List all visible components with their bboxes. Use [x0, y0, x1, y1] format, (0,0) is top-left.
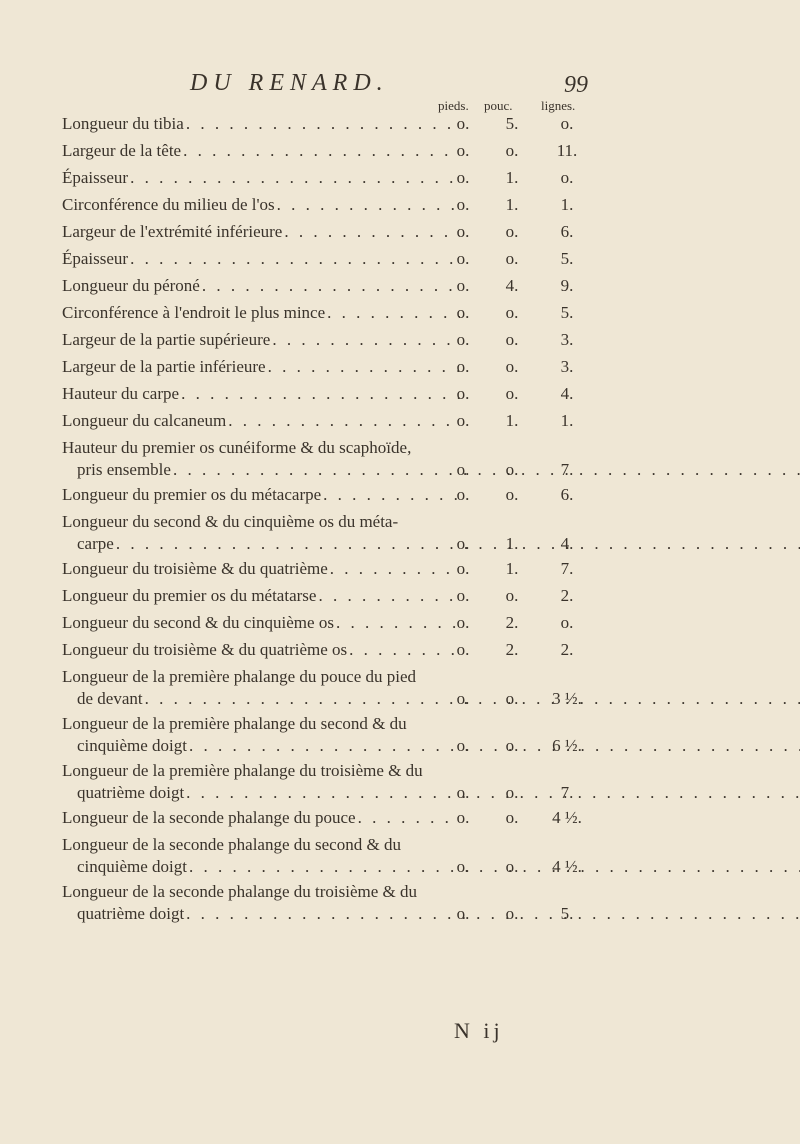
value-lignes: o.: [560, 613, 574, 632]
row-label: [62, 113, 460, 135]
value-lignes: 7.: [560, 559, 574, 578]
value-lignes: 6.: [560, 485, 574, 504]
row-label-last-line: [62, 194, 460, 216]
value-pieds: o.: [456, 586, 470, 605]
value-pieds: o.: [456, 330, 470, 349]
value-pieds: o.: [456, 357, 470, 376]
row-label-last-line: [62, 410, 460, 432]
page-number: 99: [564, 72, 588, 98]
row-label-text: Circonférence du milieu de l'os: [62, 195, 275, 214]
value-pieds: o.: [456, 384, 470, 403]
value-pouces: o.: [505, 303, 519, 322]
row-label: [62, 329, 460, 351]
dot-leader: [183, 140, 460, 162]
row-label: [62, 410, 460, 432]
row-label: [62, 437, 460, 481]
value-pieds: o.: [456, 640, 470, 659]
value-lignes: 3.: [560, 357, 574, 376]
value-pieds: o.: [456, 195, 470, 214]
value-pouces: o.: [505, 249, 519, 268]
row-label-last-line: [62, 140, 460, 162]
value-pouces: o.: [505, 460, 519, 479]
value-pouces: 2.: [505, 640, 519, 659]
dot-leader: [181, 383, 460, 405]
row-label-first-line: Longueur de la première phalange du pouce du pied: [62, 667, 417, 686]
value-pieds: o.: [456, 736, 470, 755]
dot-leader: [189, 736, 800, 755]
column-header-lignes: lignes.: [541, 98, 576, 113]
value-pouces: 2.: [505, 613, 519, 632]
dot-leader: [349, 639, 460, 661]
dot-leader: [130, 167, 460, 189]
dot-leader: [189, 857, 800, 876]
row-label-text: Largeur de la partie inférieure: [62, 357, 266, 376]
row-label-first-line: Longueur de la première phalange du second & du: [62, 714, 407, 733]
row-label-text: Longueur du péroné: [62, 276, 200, 295]
dot-leader: [327, 302, 460, 324]
dot-leader: [268, 356, 460, 378]
value-pieds: o.: [456, 249, 470, 268]
row-label-text: Largeur de la partie supérieure: [62, 330, 271, 349]
value-lignes: 4.: [560, 384, 574, 403]
dot-leader: [173, 460, 800, 479]
value-pieds: o.: [456, 783, 470, 802]
value-pouces: o.: [505, 857, 519, 876]
row-label-last-line: [62, 302, 460, 324]
dot-leader: [130, 248, 460, 270]
row-label: [62, 760, 460, 804]
row-label: [62, 585, 460, 607]
column-header-pieds: pieds.: [438, 98, 469, 113]
value-lignes: 7.: [560, 460, 574, 479]
row-label-text: Longueur du tibia: [62, 114, 184, 133]
row-label: [62, 248, 460, 270]
value-pieds: o.: [456, 411, 470, 430]
dot-leader: [358, 807, 460, 829]
dot-leader: [186, 113, 460, 135]
row-label-text: Longueur de la seconde phalange du pouce: [62, 808, 356, 827]
value-lignes: o.: [560, 168, 574, 187]
value-pieds: o.: [456, 808, 470, 827]
dot-leader: [186, 783, 800, 802]
value-lignes: 4 ½.: [552, 857, 582, 876]
column-header-pouces: pouc.: [484, 98, 513, 113]
running-title: DU RENARD.: [190, 70, 389, 96]
value-pouces: 1.: [505, 411, 519, 430]
dot-leader: [318, 585, 460, 607]
value-pieds: o.: [456, 559, 470, 578]
row-label-text: Largeur de la tête: [62, 141, 182, 160]
row-label-last-line: [62, 484, 460, 506]
row-label-text: Longueur du premier os du métatarse: [62, 586, 317, 605]
value-lignes: 5.: [560, 303, 574, 322]
row-label: [62, 881, 460, 925]
dot-leader: [284, 221, 460, 243]
value-pieds: o.: [456, 613, 470, 632]
value-pieds: o.: [456, 689, 470, 708]
value-lignes: 4.: [560, 534, 574, 553]
row-label-first-line: Hauteur du premier os cunéiforme & du scaphoïde,: [62, 438, 412, 457]
value-lignes: 5.: [560, 249, 574, 268]
value-pouces: o.: [505, 586, 519, 605]
row-label-text: quatrième doigt: [77, 904, 185, 923]
value-pieds: o.: [456, 534, 470, 553]
row-label: [62, 807, 460, 829]
row-label-last-line: [62, 856, 460, 878]
value-lignes: 6 ½.: [552, 736, 582, 755]
row-label-last-line: [62, 807, 460, 829]
row-label-last-line: [62, 735, 460, 757]
row-label-last-line: [62, 275, 460, 297]
row-label-first-line: Longueur de la première phalange du troisième & du: [62, 761, 423, 780]
dot-leader: [277, 194, 460, 216]
dot-leader: [330, 558, 460, 580]
value-lignes: 2.: [560, 640, 574, 659]
row-label: [62, 834, 460, 878]
row-label-first-line: Longueur de la seconde phalange du second & du: [62, 835, 401, 854]
row-label: [62, 713, 460, 757]
row-label-text: cinquième doigt: [77, 857, 188, 876]
row-label-text: cinquième doigt: [77, 736, 188, 755]
value-pieds: o.: [456, 460, 470, 479]
value-pouces: o.: [505, 689, 519, 708]
row-label: [62, 194, 460, 216]
value-lignes: 7.: [560, 783, 574, 802]
value-pieds: o.: [456, 904, 470, 923]
value-pouces: o.: [505, 485, 519, 504]
value-lignes: 2.: [560, 586, 574, 605]
dot-leader: [323, 484, 460, 506]
row-label-text: quatrième doigt: [77, 783, 185, 802]
row-label-first-line: Longueur du second & du cinquième os du méta-: [62, 512, 399, 531]
value-pouces: 1.: [505, 168, 519, 187]
dot-leader: [228, 410, 460, 432]
value-pouces: o.: [505, 330, 519, 349]
signature-mark: N ij: [454, 1018, 504, 1043]
row-label-text: Circonférence à l'endroit le plus mince: [62, 303, 326, 322]
value-pouces: 1.: [505, 195, 519, 214]
value-lignes: 11.: [556, 141, 578, 160]
value-pouces: 1.: [505, 559, 519, 578]
row-label-last-line: [62, 533, 460, 555]
value-pouces: o.: [505, 141, 519, 160]
value-pieds: o.: [456, 114, 470, 133]
row-label-last-line: [62, 248, 460, 270]
row-label-last-line: [62, 167, 460, 189]
value-pieds: o.: [456, 168, 470, 187]
row-label-last-line: [62, 383, 460, 405]
row-label-text: Épaisseur: [62, 168, 129, 187]
value-lignes: 6.: [560, 222, 574, 241]
row-label-last-line: [62, 329, 460, 351]
value-lignes: 3 ½.: [552, 689, 582, 708]
value-pouces: o.: [505, 384, 519, 403]
value-lignes: o.: [560, 114, 574, 133]
page-header: [190, 70, 610, 100]
row-label-text: Hauteur du carpe: [62, 384, 180, 403]
row-label: [62, 140, 460, 162]
row-label-text: Largeur de l'extrémité inférieure: [62, 222, 283, 241]
value-pieds: o.: [456, 485, 470, 504]
row-label-last-line: [62, 558, 460, 580]
value-pouces: o.: [505, 783, 519, 802]
dot-leader: [186, 904, 800, 923]
value-pieds: o.: [456, 222, 470, 241]
value-pieds: o.: [456, 141, 470, 160]
row-label-text: Épaisseur: [62, 249, 129, 268]
value-lignes: 5.: [560, 904, 574, 923]
value-pieds: o.: [456, 276, 470, 295]
column-headers: [0, 98, 800, 114]
row-label-last-line: [62, 585, 460, 607]
row-label-text: carpe: [77, 534, 114, 553]
value-lignes: 1.: [560, 195, 574, 214]
value-lignes: 3.: [560, 330, 574, 349]
row-label: [62, 356, 460, 378]
row-label-text: Longueur du troisième & du quatrième: [62, 559, 328, 578]
row-label-text: de devant: [77, 689, 143, 708]
value-pouces: o.: [505, 222, 519, 241]
value-pouces: 1.: [505, 534, 519, 553]
row-label: [62, 666, 460, 710]
row-label-last-line: [62, 612, 460, 634]
value-lignes: 1.: [560, 411, 574, 430]
row-label-last-line: [62, 782, 460, 804]
row-label: [62, 484, 460, 506]
value-pouces: o.: [505, 736, 519, 755]
row-label: [62, 511, 460, 555]
row-label-last-line: [62, 113, 460, 135]
row-label-first-line: Longueur de la seconde phalange du troisième & du: [62, 882, 417, 901]
value-pieds: o.: [456, 857, 470, 876]
value-pouces: o.: [505, 808, 519, 827]
row-label-last-line: [62, 688, 460, 710]
row-label-last-line: [62, 459, 460, 481]
dot-leader: [272, 329, 460, 351]
value-lignes: 9.: [560, 276, 574, 295]
value-pouces: 4.: [505, 276, 519, 295]
row-label: [62, 167, 460, 189]
value-lignes: 4 ½.: [552, 808, 582, 827]
row-label: [62, 302, 460, 324]
value-pouces: o.: [505, 904, 519, 923]
row-label: [62, 639, 460, 661]
row-label-text: Longueur du calcaneum: [62, 411, 227, 430]
row-label-text: pris ensemble: [77, 460, 171, 479]
row-label-last-line: [62, 221, 460, 243]
row-label-text: Longueur du premier os du métacarpe: [62, 485, 322, 504]
row-label-last-line: [62, 639, 460, 661]
row-label: [62, 221, 460, 243]
row-label-text: Longueur du troisième & du quatrième os: [62, 640, 348, 659]
value-pieds: o.: [456, 303, 470, 322]
dot-leader: [202, 275, 460, 297]
row-label-last-line: [62, 903, 460, 925]
row-label: [62, 558, 460, 580]
row-label-last-line: [62, 356, 460, 378]
row-label-text: Longueur du second & du cinquième os: [62, 613, 334, 632]
dot-leader: [336, 612, 460, 634]
row-label: [62, 612, 460, 634]
row-label: [62, 275, 460, 297]
value-pouces: 5.: [505, 114, 519, 133]
value-pouces: o.: [505, 357, 519, 376]
row-label: [62, 383, 460, 405]
